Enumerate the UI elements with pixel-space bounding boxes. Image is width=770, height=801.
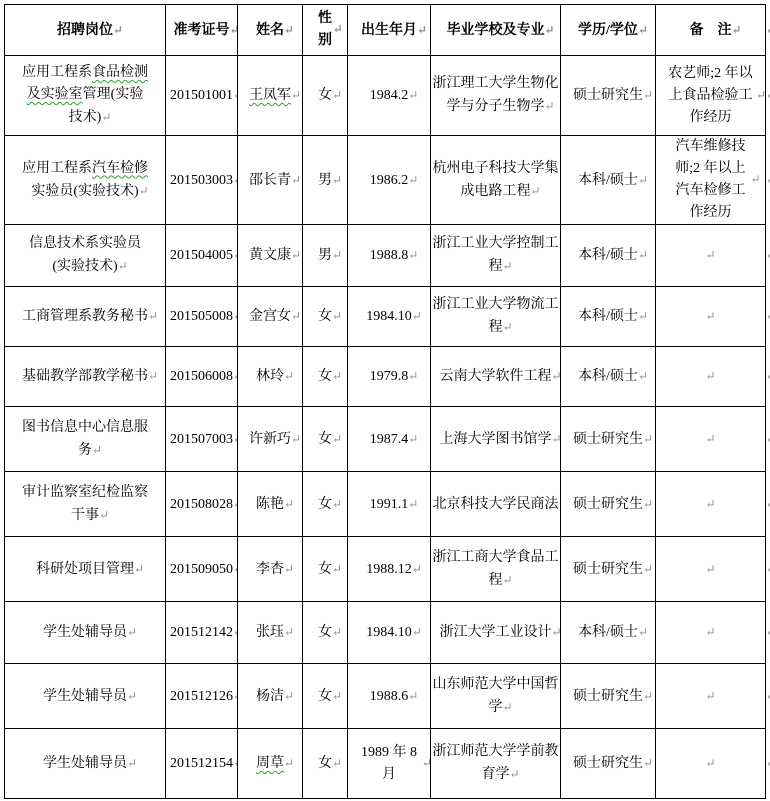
cell-remark: [656, 56, 766, 136]
school-text: 山东师范大学中国哲学: [432, 676, 559, 715]
birth-text: 1988.8: [369, 248, 409, 263]
position-text: 管理(实验技术): [68, 87, 144, 125]
column-header-remark: [656, 5, 766, 56]
name-text: 林玲: [256, 369, 284, 384]
birth-text: 1987.4: [369, 431, 409, 447]
birth-text: 1989 年 8 月: [361, 744, 417, 782]
name-text: 陈艳: [256, 496, 284, 512]
column-header-name: [238, 5, 303, 56]
school-text: 浙江工业大学控制工程: [432, 236, 559, 274]
cell-position: [5, 287, 166, 347]
cell-degree: [561, 287, 656, 347]
cell-degree: [561, 136, 656, 225]
column-header-degree: [561, 5, 656, 56]
cell-school: [431, 136, 561, 225]
table-row: [5, 287, 770, 347]
table-row: [5, 729, 770, 799]
cell-gender: [303, 602, 348, 664]
cell-degree: [561, 472, 656, 537]
cell-gender: [303, 287, 348, 347]
degree-text: 硕士研究生: [573, 561, 643, 577]
ticket-text: 201501001: [170, 88, 233, 103]
name-text: 金宫女: [249, 309, 291, 324]
cell-ticket: [166, 407, 238, 472]
cell-birth: [348, 407, 431, 472]
birth-text: 1991.1: [369, 496, 409, 512]
degree-text: 硕士研究生: [573, 88, 643, 103]
paragraph-mark-icon: [705, 752, 715, 774]
ticket-text: 201507003: [170, 431, 233, 447]
cell-degree: [561, 729, 656, 799]
cell-position: [5, 136, 166, 225]
gender-text: 男: [318, 172, 332, 188]
cell-ticket: [166, 537, 238, 602]
cell-ticket: [166, 602, 238, 664]
cell-school: [431, 602, 561, 664]
table-row: [5, 407, 770, 472]
ticket-text: 201506008: [170, 369, 233, 384]
cell-school: [431, 537, 561, 602]
row-end-mark: [766, 347, 770, 407]
header-label: 学历/学位: [578, 22, 638, 38]
school-text: 云南大学软件工程: [439, 369, 552, 384]
school-text: 北京科技大学民商法: [432, 496, 559, 512]
position-text: 学生处辅导员: [43, 756, 127, 771]
ticket-text: 201509050: [170, 561, 233, 577]
position-text: 审计监察室纪检监察干事: [22, 484, 148, 523]
degree-text: 硕士研究生: [573, 496, 643, 512]
paragraph-mark-icon: [705, 558, 715, 580]
paragraph-mark-icon: [705, 493, 715, 515]
column-header-school: [431, 5, 561, 56]
cell-school: [431, 472, 561, 537]
name-text: 杨洁: [256, 688, 284, 704]
cell-gender: [303, 347, 348, 407]
table-row: [5, 537, 770, 602]
position-text: 科研处项目管理: [36, 561, 134, 577]
cell-gender: [303, 225, 348, 287]
remark-text: 汽车维修技师;2 年以上汽车检修工作经历: [675, 139, 746, 220]
ticket-text: 201512154: [170, 756, 233, 771]
row-end-mark-icon: [766, 752, 770, 774]
cell-birth: [348, 602, 431, 664]
name-text: 李杏: [256, 561, 284, 577]
cell-degree: [561, 407, 656, 472]
gender-text: 男: [318, 248, 332, 263]
row-end-mark: [766, 5, 770, 56]
gender-text: 女: [318, 561, 332, 577]
name-text: 张珏: [256, 625, 284, 640]
header-label: 招聘岗位: [57, 22, 113, 38]
cell-school: [431, 287, 561, 347]
school-text: 杭州电子科技大学集成电路工程: [432, 160, 559, 199]
degree-text: 本科/硕士: [578, 369, 638, 384]
cell-gender: [303, 729, 348, 799]
paragraph-mark-icon: [705, 244, 715, 266]
gender-text: 女: [318, 496, 332, 512]
column-header-ticket: [166, 5, 238, 56]
table-row: [5, 472, 770, 537]
cell-ticket: [166, 347, 238, 407]
ticket-text: 201504005: [170, 248, 233, 263]
cell-degree: [561, 537, 656, 602]
cell-ticket: [166, 56, 238, 136]
cell-gender: [303, 136, 348, 225]
paragraph-mark-icon: [705, 428, 715, 450]
cell-birth: [348, 472, 431, 537]
degree-text: 本科/硕士: [578, 309, 638, 324]
column-header-position: [5, 5, 166, 56]
birth-text: 1984.10: [366, 309, 412, 324]
cell-remark: [656, 537, 766, 602]
cell-remark: [656, 136, 766, 225]
cell-position: [5, 729, 166, 799]
cell-name: [238, 729, 303, 799]
position-text: 工商管理系教务秘书: [22, 309, 148, 324]
gender-text: 女: [318, 756, 332, 771]
cell-name: [238, 56, 303, 136]
cell-remark: [656, 225, 766, 287]
recruitment-table: [4, 4, 770, 799]
cell-name: [238, 407, 303, 472]
cell-gender: [303, 472, 348, 537]
position-text: 实验员(实验技术): [31, 183, 139, 199]
header-label: 毕业学校及专业: [446, 22, 545, 38]
table-row: [5, 136, 770, 225]
degree-text: 硕士研究生: [573, 431, 643, 447]
cell-ticket: [166, 664, 238, 729]
school-text: 浙江理工大学生物化学与分子生物学: [432, 76, 559, 114]
cell-position: [5, 347, 166, 407]
cell-birth: [348, 287, 431, 347]
position-text: 应用工程系: [22, 65, 92, 80]
cell-gender: [303, 56, 348, 136]
row-end-mark-icon: [766, 84, 770, 106]
table-row: [5, 347, 770, 407]
cell-degree: [561, 56, 656, 136]
cell-school: [431, 664, 561, 729]
ticket-text: 201503003: [170, 172, 233, 188]
row-end-mark-icon: [766, 19, 770, 41]
degree-text: 本科/硕士: [578, 625, 638, 640]
cell-ticket: [166, 287, 238, 347]
row-end-mark-icon: [766, 305, 770, 327]
cell-name: [238, 664, 303, 729]
misspelled-text: 汽车检修: [92, 160, 148, 176]
header-label: 准考证号: [173, 22, 230, 38]
row-end-mark: [766, 136, 770, 225]
row-end-mark: [766, 664, 770, 729]
ticket-text: 201512142: [170, 625, 233, 640]
position-text: 信息技术系实验员(实验技术): [29, 236, 141, 274]
school-text: 浙江大学工业设计: [439, 625, 552, 640]
school-text: 浙江师范大学学前教育学: [432, 744, 559, 782]
cell-school: [431, 347, 561, 407]
position-text: 学生处辅导员: [43, 625, 127, 640]
cell-school: [431, 225, 561, 287]
gender-text: 女: [318, 309, 332, 324]
cell-ticket: [166, 136, 238, 225]
school-text: 上海大学图书馆学: [439, 431, 552, 447]
birth-text: 1984.2: [369, 88, 409, 103]
cell-name: [238, 472, 303, 537]
header-label: 姓名: [256, 22, 284, 38]
cell-remark: [656, 729, 766, 799]
cell-remark: [656, 287, 766, 347]
name-text: 黄文康: [249, 248, 291, 263]
row-end-mark-icon: [766, 621, 770, 643]
cell-gender: [303, 407, 348, 472]
row-end-mark: [766, 407, 770, 472]
cell-remark: [656, 472, 766, 537]
cell-school: [431, 729, 561, 799]
cell-ticket: [166, 225, 238, 287]
cell-name: [238, 602, 303, 664]
remark-text: 农艺师;2 年以上食品检验工作经历: [668, 65, 753, 125]
gender-text: 女: [318, 88, 332, 103]
gender-text: 女: [318, 431, 332, 447]
cell-degree: [561, 225, 656, 287]
cell-birth: [348, 347, 431, 407]
degree-text: 硕士研究生: [573, 756, 643, 771]
birth-text: 1979.8: [369, 369, 409, 384]
ticket-text: 201505008: [170, 309, 233, 324]
ticket-text: 201512126: [170, 688, 233, 704]
cell-name: [238, 287, 303, 347]
cell-position: [5, 56, 166, 136]
row-end-mark: [766, 287, 770, 347]
name-text: 许新巧: [249, 431, 291, 447]
cell-name: [238, 225, 303, 287]
row-end-mark: [766, 56, 770, 136]
cell-name: [238, 347, 303, 407]
cell-school: [431, 56, 561, 136]
cell-gender: [303, 537, 348, 602]
cell-remark: [656, 407, 766, 472]
row-end-mark-icon: [766, 558, 770, 580]
misspelled-name-text: 周草: [256, 756, 284, 771]
cell-remark: [656, 664, 766, 729]
cell-birth: [348, 56, 431, 136]
position-text: 应用工程系: [22, 160, 92, 176]
gender-text: 女: [318, 625, 332, 640]
gender-text: 女: [318, 369, 332, 384]
cell-name: [238, 136, 303, 225]
cell-ticket: [166, 472, 238, 537]
birth-text: 1986.2: [369, 172, 409, 188]
position-text: 基础教学部教学秘书: [22, 369, 148, 384]
misspelled-text: 食品检测及实验室: [26, 65, 148, 102]
cell-degree: [561, 347, 656, 407]
cell-birth: [348, 664, 431, 729]
table-row: [5, 602, 770, 664]
row-end-mark-icon: [766, 685, 770, 707]
cell-position: [5, 664, 166, 729]
paragraph-mark-icon: [705, 305, 715, 327]
ticket-text: 201508028: [170, 496, 233, 512]
row-end-mark-icon: [766, 365, 770, 387]
row-end-mark: [766, 602, 770, 664]
degree-text: 本科/硕士: [578, 172, 638, 188]
cell-position: [5, 537, 166, 602]
cell-position: [5, 602, 166, 664]
table-row: [5, 56, 770, 136]
paragraph-mark-icon: [705, 685, 715, 707]
birth-text: 1988.6: [369, 688, 409, 704]
row-end-mark: [766, 537, 770, 602]
row-end-mark-icon: [766, 428, 770, 450]
row-end-mark-icon: [766, 244, 770, 266]
cell-ticket: [166, 729, 238, 799]
cell-position: [5, 225, 166, 287]
name-text: 邵长青: [249, 172, 291, 188]
header-label: 备 注: [689, 22, 732, 38]
position-text: 学生处辅导员: [43, 688, 127, 704]
cell-birth: [348, 136, 431, 225]
cell-birth: [348, 225, 431, 287]
row-end-mark: [766, 472, 770, 537]
misspelled-name-text: 王凤军: [249, 88, 291, 103]
gender-text: 女: [318, 688, 332, 704]
header-label: 出生年月: [361, 22, 417, 38]
cell-name: [238, 537, 303, 602]
school-text: 浙江工商大学食品工程: [432, 549, 559, 588]
header-label: 性别: [317, 11, 332, 48]
table-row: [5, 664, 770, 729]
header-row: [5, 5, 770, 56]
degree-text: 硕士研究生: [573, 688, 643, 704]
cell-degree: [561, 602, 656, 664]
cell-birth: [348, 729, 431, 799]
row-end-mark: [766, 225, 770, 287]
row-end-mark-icon: [766, 493, 770, 515]
row-end-mark: [766, 729, 770, 799]
birth-text: 1984.10: [366, 625, 412, 640]
cell-degree: [561, 664, 656, 729]
cell-school: [431, 407, 561, 472]
cell-position: [5, 472, 166, 537]
degree-text: 本科/硕士: [578, 248, 638, 263]
cell-birth: [348, 537, 431, 602]
cell-gender: [303, 664, 348, 729]
row-end-mark-icon: [766, 169, 770, 191]
school-text: 浙江工业大学物流工程: [432, 297, 559, 335]
cell-position: [5, 407, 166, 472]
table-row: [5, 225, 770, 287]
column-header-gender: [303, 5, 348, 56]
column-header-birth: [348, 5, 431, 56]
birth-text: 1988.12: [366, 561, 412, 577]
cell-remark: [656, 347, 766, 407]
paragraph-mark-icon: [705, 621, 715, 643]
position-text: 图书信息中心信息服务: [22, 419, 148, 458]
paragraph-mark-icon: [705, 365, 715, 387]
cell-remark: [656, 602, 766, 664]
